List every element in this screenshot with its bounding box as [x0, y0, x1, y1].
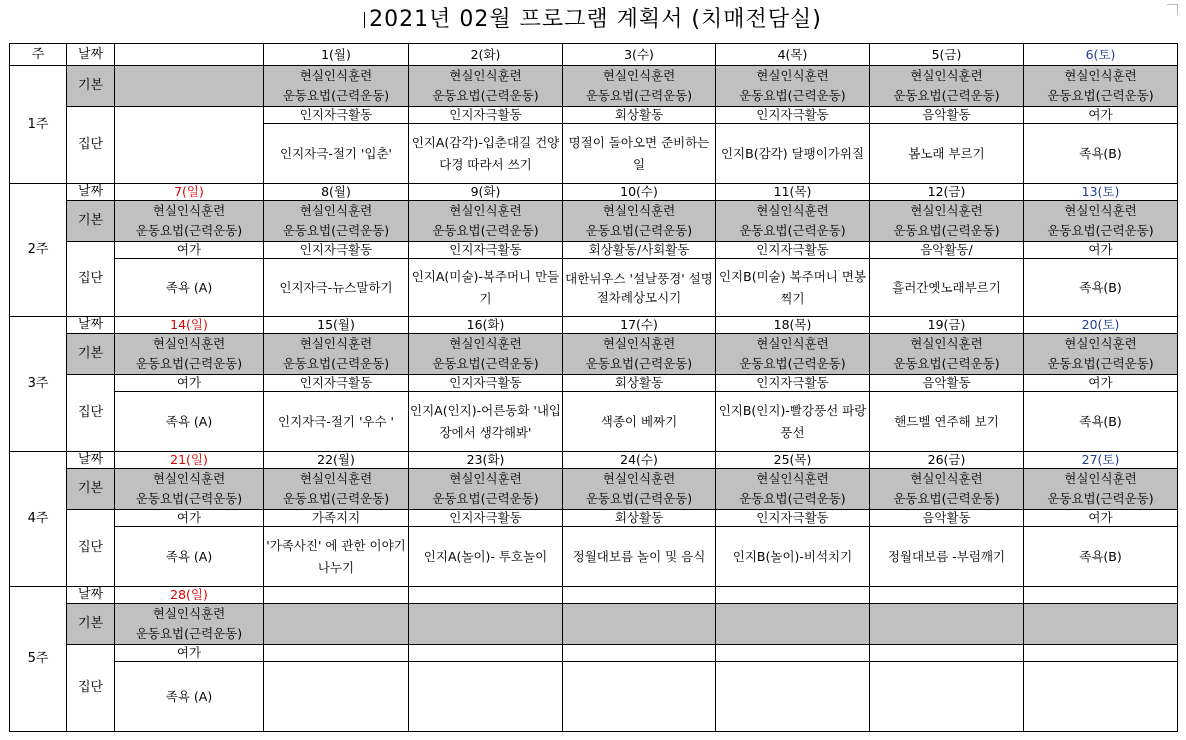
group-label: 집단 — [67, 510, 115, 587]
group-category: 인지자극활동 — [716, 510, 870, 527]
basic-cell: 현실인식훈련 운동요법(근력운동) — [1024, 66, 1178, 107]
group-category: 가족지지 — [264, 510, 409, 527]
header-day-4: 4(목) — [716, 44, 870, 66]
group-activity: 인지A(미술)-복주머니 만들기 — [409, 259, 563, 317]
text-cursor — [364, 12, 365, 28]
group-category: 인지자극활동 — [409, 242, 563, 259]
week3-activity-row — [10, 392, 1178, 452]
group-activity-empty — [409, 662, 563, 732]
basic-label: 기본 — [67, 604, 115, 645]
group-label: 집단 — [67, 107, 115, 184]
week-label: 4주 — [10, 452, 67, 587]
group-category: 인지자극활동 — [409, 375, 563, 392]
date-cell: 21(일) — [115, 452, 264, 469]
group-activity: 족욕(B) — [1024, 259, 1178, 317]
date-label: 날짜 — [67, 452, 115, 469]
group-activity: 흘러간옛노래부르기 — [870, 259, 1024, 317]
date-cell: 11(목) — [716, 184, 870, 201]
basic-cell: 현실인식훈련 운동요법(근력운동) — [409, 201, 563, 242]
group-label: 집단 — [67, 242, 115, 317]
group-activity-empty — [264, 662, 409, 732]
basic-cell: 현실인식훈련 운동요법(근력운동) — [563, 201, 716, 242]
group-category: 음악활동 — [870, 510, 1024, 527]
date-cell: 17(수) — [563, 317, 716, 334]
group-activity-empty — [870, 662, 1024, 732]
basic-cell: 현실인식훈련 운동요법(근력운동) — [716, 469, 870, 510]
date-cell: 27(토) — [1024, 452, 1178, 469]
group-category: 인지자극활동 — [264, 375, 409, 392]
basic-cell: 현실인식훈련 운동요법(근력운동) — [870, 66, 1024, 107]
group-activity: 인지A(인지)-어른동화 '내입장에서 생각해봐' — [409, 392, 563, 452]
group-category: 여가 — [115, 242, 264, 259]
group-activity: 대한뉘우스 '설날풍경' 설명절차례상모시기 — [563, 259, 716, 317]
group-activity-empty — [563, 662, 716, 732]
group-category: 회상활동 — [563, 510, 716, 527]
week4-date-row — [10, 452, 1178, 469]
basic-label: 기본 — [67, 66, 115, 107]
basic-cell-empty — [264, 604, 409, 645]
group-category: 여가 — [115, 375, 264, 392]
group-category: 여가 — [1024, 107, 1178, 124]
group-category: 인지자극활동 — [409, 107, 563, 124]
week1-category-row — [10, 107, 1178, 124]
basic-cell: 현실인식훈련 운동요법(근력운동) — [264, 334, 409, 375]
group-category: 회상활동 — [563, 375, 716, 392]
group-activity: 인지B(인지)-빨강풍선 파랑풍선 — [716, 392, 870, 452]
date-cell-empty — [409, 587, 563, 604]
date-cell-empty — [1024, 587, 1178, 604]
header-day-3: 3(수) — [563, 44, 716, 66]
group-activity: 인지A(놀이)- 투호놀이 — [409, 527, 563, 587]
date-cell: 9(화) — [409, 184, 563, 201]
week4-category-row — [10, 510, 1178, 527]
week-label: 5주 — [10, 587, 67, 732]
week2-date-row — [10, 184, 1178, 201]
date-label: 날짜 — [67, 317, 115, 334]
week5-category-row — [10, 645, 1178, 662]
group-activity-empty — [1024, 662, 1178, 732]
date-cell: 7(일) — [115, 184, 264, 201]
basic-cell: 현실인식훈련 운동요법(근력운동) — [716, 66, 870, 107]
week3-category-row — [10, 375, 1178, 392]
week1-basic-row — [10, 66, 1178, 107]
week2-category-row — [10, 242, 1178, 259]
week5-basic-row — [10, 604, 1178, 645]
week4-activity-row — [10, 527, 1178, 587]
header-week: 주 — [10, 44, 67, 66]
week4-basic-row — [10, 469, 1178, 510]
date-cell: 13(토) — [1024, 184, 1178, 201]
group-activity: 인지자극-절기 '우수 ' — [264, 392, 409, 452]
group-category: 여가 — [1024, 242, 1178, 259]
basic-cell-empty — [716, 604, 870, 645]
group-category: 회상활동 — [563, 107, 716, 124]
group-label: 집단 — [67, 375, 115, 452]
group-activity: 족욕(B) — [1024, 527, 1178, 587]
header-row — [10, 44, 1178, 66]
date-cell: 28(일) — [115, 587, 264, 604]
date-cell: 20(토) — [1024, 317, 1178, 334]
group-category: 음악활동 — [870, 375, 1024, 392]
group-category: 인지자극활동 — [409, 510, 563, 527]
group-cell-empty — [115, 107, 264, 184]
basic-cell: 현실인식훈련 운동요법(근력운동) — [264, 469, 409, 510]
group-category: 음악활동 — [870, 107, 1024, 124]
group-label: 집단 — [67, 645, 115, 732]
basic-cell: 현실인식훈련 운동요법(근력운동) — [409, 334, 563, 375]
group-activity: 족욕(B) — [1024, 124, 1178, 184]
group-activity: 족욕(B) — [1024, 392, 1178, 452]
basic-label: 기본 — [67, 334, 115, 375]
week-label: 2주 — [10, 184, 67, 317]
basic-cell: 현실인식훈련 운동요법(근력운동) — [563, 66, 716, 107]
date-cell: 24(수) — [563, 452, 716, 469]
week3-basic-row — [10, 334, 1178, 375]
basic-cell-empty — [870, 604, 1024, 645]
page-corner-mark — [1167, 4, 1178, 15]
group-activity: 족욕 (A) — [115, 259, 264, 317]
date-cell: 15(월) — [264, 317, 409, 334]
group-category-empty — [716, 645, 870, 662]
group-category: 여가 — [115, 645, 264, 662]
group-category: 회상활동/사회활동 — [563, 242, 716, 259]
group-activity: 정월대보름 -부럼깨기 — [870, 527, 1024, 587]
date-cell: 12(금) — [870, 184, 1024, 201]
basic-cell: 현실인식훈련 운동요법(근력운동) — [115, 469, 264, 510]
header-date: 날짜 — [67, 44, 115, 66]
basic-cell: 현실인식훈련 운동요법(근력운동) — [563, 334, 716, 375]
date-cell: 25(목) — [716, 452, 870, 469]
basic-cell-empty — [115, 66, 264, 107]
basic-cell: 현실인식훈련 운동요법(근력운동) — [115, 604, 264, 645]
basic-cell-empty — [1024, 604, 1178, 645]
group-category-empty — [409, 645, 563, 662]
basic-cell: 현실인식훈련 운동요법(근력운동) — [870, 469, 1024, 510]
date-cell: 18(목) — [716, 317, 870, 334]
basic-cell: 현실인식훈련 운동요법(근력운동) — [870, 201, 1024, 242]
group-activity: 인지자극-절기 '입춘' — [264, 124, 409, 184]
basic-cell: 현실인식훈련 운동요법(근력운동) — [264, 66, 409, 107]
group-activity: 족욕 (A) — [115, 527, 264, 587]
group-category: 인지자극활동 — [264, 242, 409, 259]
basic-cell: 현실인식훈련 운동요법(근력운동) — [115, 334, 264, 375]
program-schedule-table — [9, 43, 1178, 732]
date-cell: 23(화) — [409, 452, 563, 469]
week-label: 3주 — [10, 317, 67, 452]
date-label: 날짜 — [67, 587, 115, 604]
basic-cell: 현실인식훈련 운동요법(근력운동) — [716, 201, 870, 242]
date-cell: 8(월) — [264, 184, 409, 201]
basic-cell: 현실인식훈련 운동요법(근력운동) — [115, 201, 264, 242]
group-category-empty — [1024, 645, 1178, 662]
date-cell: 26(금) — [870, 452, 1024, 469]
basic-cell: 현실인식훈련 운동요법(근력운동) — [716, 334, 870, 375]
header-day-5: 5(금) — [870, 44, 1024, 66]
date-cell: 19(금) — [870, 317, 1024, 334]
group-activity: 정월대보름 놀이 및 음식 — [563, 527, 716, 587]
date-cell: 22(월) — [264, 452, 409, 469]
group-category: 인지자극활동 — [716, 107, 870, 124]
group-category: 인지자극활동 — [264, 107, 409, 124]
group-category: 인지자극활동 — [716, 375, 870, 392]
basic-cell-empty — [563, 604, 716, 645]
basic-cell: 현실인식훈련 운동요법(근력운동) — [1024, 334, 1178, 375]
group-category: 여가 — [1024, 375, 1178, 392]
date-cell: 14(일) — [115, 317, 264, 334]
header-day-2: 2(화) — [409, 44, 563, 66]
basic-cell: 현실인식훈련 운동요법(근력운동) — [1024, 469, 1178, 510]
group-activity-empty — [716, 662, 870, 732]
basic-label: 기본 — [67, 201, 115, 242]
group-category: 여가 — [1024, 510, 1178, 527]
date-cell: 10(수) — [563, 184, 716, 201]
header-empty — [115, 44, 264, 66]
group-activity: '가족사진' 에 관한 이야기 나누기 — [264, 527, 409, 587]
title-text: 2021년 02월 프로그램 계획서 (치매전담실) — [369, 7, 822, 32]
basic-cell: 현실인식훈련 운동요법(근력운동) — [563, 469, 716, 510]
group-category-empty — [264, 645, 409, 662]
group-activity: 인지자극-뉴스말하기 — [264, 259, 409, 317]
group-category-empty — [870, 645, 1024, 662]
date-cell-empty — [716, 587, 870, 604]
date-cell-empty — [264, 587, 409, 604]
group-activity: 족욕 (A) — [115, 392, 264, 452]
group-activity: 인지B(놀이)-비석치기 — [716, 527, 870, 587]
group-activity: 봄노래 부르기 — [870, 124, 1024, 184]
week5-date-row — [10, 587, 1178, 604]
basic-cell: 현실인식훈련 운동요법(근력운동) — [1024, 201, 1178, 242]
page-title — [0, 6, 1186, 34]
date-cell: 16(화) — [409, 317, 563, 334]
group-activity: 인지A(감각)-입춘대길 건양다경 따라서 쓰기 — [409, 124, 563, 184]
group-activity: 인지B(미술) 복주머니 면봉찍기 — [716, 259, 870, 317]
week3-date-row — [10, 317, 1178, 334]
week5-activity-row — [10, 662, 1178, 732]
basic-cell-empty — [409, 604, 563, 645]
header-day-1: 1(월) — [264, 44, 409, 66]
group-activity: 색종이 베짜기 — [563, 392, 716, 452]
basic-cell: 현실인식훈련 운동요법(근력운동) — [409, 469, 563, 510]
group-activity: 족욕 (A) — [115, 662, 264, 732]
group-category: 여가 — [115, 510, 264, 527]
group-activity: 명절이 돌아오면 준비하는일 — [563, 124, 716, 184]
week-label: 1주 — [10, 66, 67, 184]
basic-cell: 현실인식훈련 운동요법(근력운동) — [409, 66, 563, 107]
date-label: 날짜 — [67, 184, 115, 201]
group-category: 음악활동/ — [870, 242, 1024, 259]
group-category-empty — [563, 645, 716, 662]
basic-cell: 현실인식훈련 운동요법(근력운동) — [264, 201, 409, 242]
basic-cell: 현실인식훈련 운동요법(근력운동) — [870, 334, 1024, 375]
header-day-6: 6(토) — [1024, 44, 1178, 66]
group-activity: 인지B(감각) 달팽이가위질 — [716, 124, 870, 184]
group-activity: 핸드벨 연주해 보기 — [870, 392, 1024, 452]
date-cell-empty — [563, 587, 716, 604]
basic-label: 기본 — [67, 469, 115, 510]
week2-basic-row — [10, 201, 1178, 242]
date-cell-empty — [870, 587, 1024, 604]
week2-activity-row — [10, 259, 1178, 317]
group-category: 인지자극활동 — [716, 242, 870, 259]
